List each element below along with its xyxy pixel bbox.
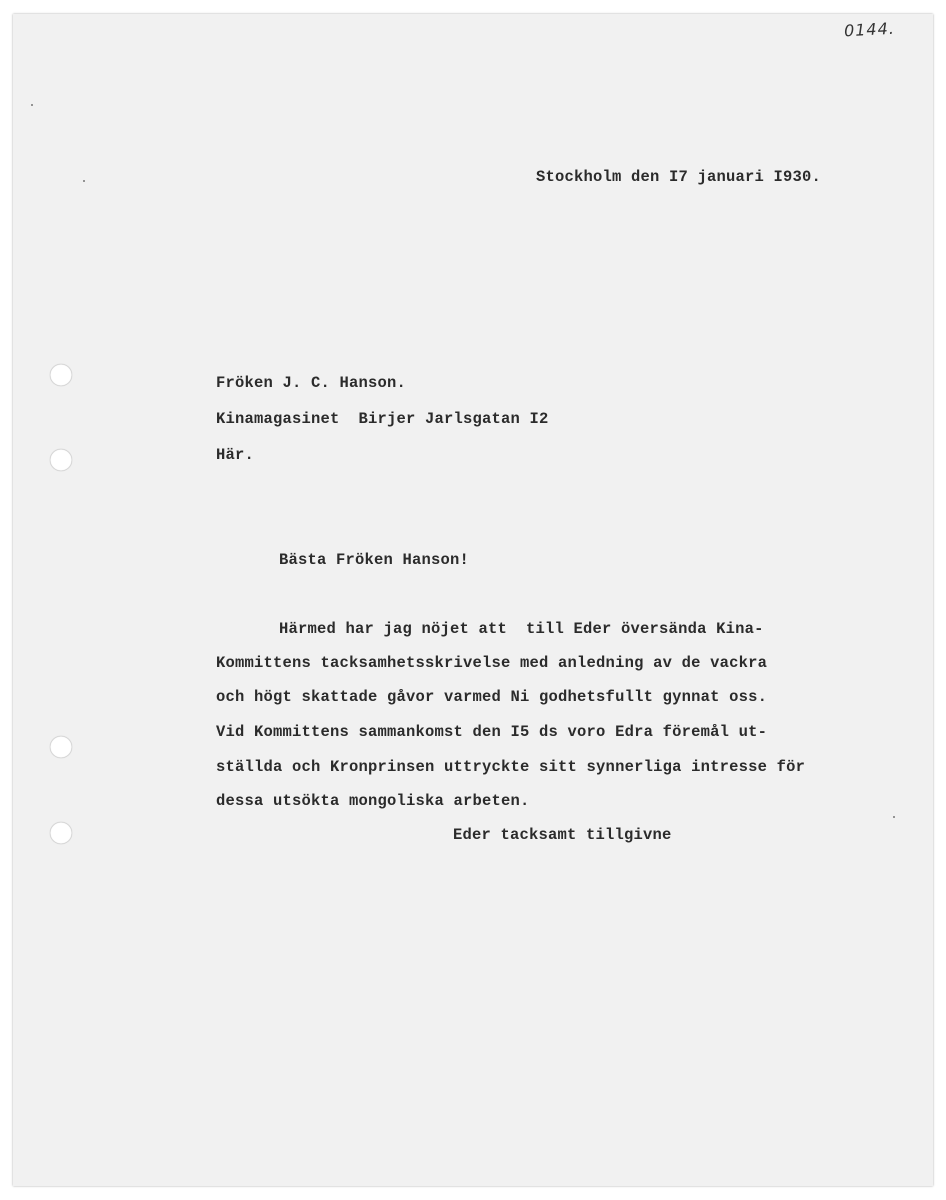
body-line: Härmed har jag nöjet att till Eder översända Kina- — [279, 620, 764, 638]
body-line: ställda och Kronprinsen uttryckte sitt synnerliga intresse för — [216, 758, 806, 776]
closing: Eder tacksamt tillgivne — [453, 826, 672, 844]
paper-speck — [31, 104, 33, 106]
body-line: och högt skattade gåvor varmed Ni godhetsfullt gynnat oss. — [216, 688, 768, 706]
punch-hole — [50, 449, 72, 471]
paper-speck — [83, 180, 85, 182]
body-line: Vid Kommittens sammankomst den I5 ds voro Edra föremål ut- — [216, 723, 768, 741]
punch-hole — [50, 364, 72, 386]
body-line: Kommittens tacksamhetsskrivelse med anledning av de vackra — [216, 654, 768, 672]
date-line: Stockholm den I7 januari I930. — [536, 168, 822, 186]
paper-speck — [893, 816, 895, 818]
recipient-name: Fröken J. C. Hanson. — [216, 374, 407, 392]
letter-page — [13, 14, 933, 1186]
salutation: Bästa Fröken Hanson! — [279, 551, 470, 569]
punch-hole — [50, 822, 72, 844]
recipient-city: Här. — [216, 446, 255, 464]
recipient-address: Kinamagasinet Birjer Jarlsgatan I2 — [216, 410, 549, 428]
body-line: dessa utsökta mongoliska arbeten. — [216, 792, 530, 810]
punch-hole — [50, 736, 72, 758]
archive-number: 0144. — [843, 18, 896, 41]
